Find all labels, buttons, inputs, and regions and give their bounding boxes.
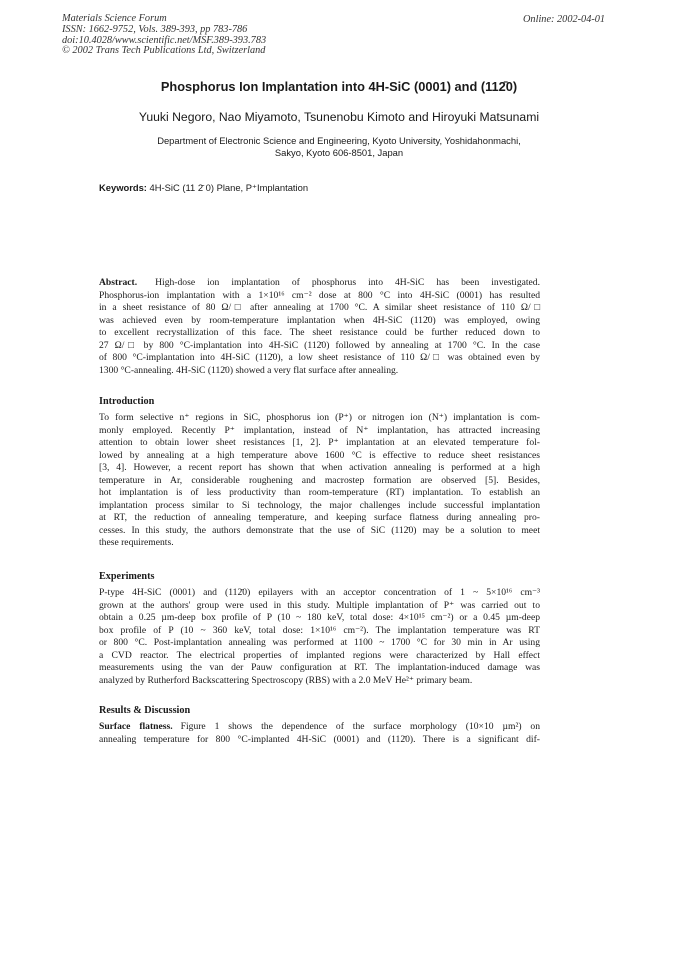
experiments-line: P-type 4H-SiC (0001) and (112̄0) epilayers with an acceptor concentration of 1 ~ 5×10¹⁶ cm⁻³: [99, 587, 540, 598]
abstract-line: 27 Ω/□ by 800 °C-implantation into 4H-SiC (112̄0) followed by annealing at 1700 °C. In the case: [99, 339, 540, 351]
intro-line: lowed by annealing at a high temperature above 1600 °C is effective to reduce sheet resistances: [99, 449, 540, 461]
intro-line: these requirements.: [99, 537, 174, 548]
intro-line: [3, 4]. However, a recent report has shown that when activation annealing is performed at a high: [99, 462, 540, 473]
experiments-line: obtain a 0.25 µm-deep box profile of P (10 ~ 180 keV, total dose: 4×10¹⁵ cm⁻²) or a 0.45 µm-deep: [99, 612, 540, 623]
abstract-line: Phosphorus-ion implantation with a 1×10¹⁶ cm⁻² dose at 800 °C into 4H-SiC (0001) has resulted: [99, 289, 540, 301]
keywords: [99, 182, 308, 194]
results-heading: Results & Discussion: [99, 705, 191, 716]
results-line: Surface flatness. Figure 1 shows the dependence of the surface morphology (10×10 µm²) on: [99, 721, 540, 732]
experiments-body: [99, 587, 540, 687]
abstract-line: in a sheet resistance of 80 Ω/□ after annealing at 1700 °C. A similar sheet resistance of 110 Ω/□: [99, 302, 540, 313]
intro-line: hot implantation is of less productivity than room-temperature (RT) implantation. To establish an: [99, 487, 540, 498]
journal-name: Materials Science Forum: [62, 13, 167, 24]
keywords-label: Keywords:: [99, 182, 147, 193]
abstract-line: was achieved even by room-temperature implantation when 4H-SiC (112̄0) was employed, owing: [99, 314, 540, 326]
keywords-text: 4H-SiC (11 2̄ 0) Plane, P⁺Implantation: [149, 182, 309, 193]
affiliation-line: Department of Electronic Science and Engineering, Kyoto University, Yoshidahonmachi,: [157, 135, 521, 146]
abstract-line: Abstract. High-dose ion implantation of phosphorus into 4H-SiC has been investigated.: [99, 277, 540, 288]
author-list: Yuuki Negoro, Nao Miyamoto, Tsunenobu Kimoto and Hiroyuki Matsunami: [138, 110, 540, 124]
paper-title: Phosphorus Ion Implantation into 4H-SiC (0001) and (112̄0): [160, 79, 518, 94]
abstract-line: to excellent recrystallization of this face. The sheet resistance could be further reduced down to: [99, 327, 540, 338]
intro-line: To form selective n⁺ regions in SiC, phosphorus ion (P⁺) or nitrogen ion (N⁺) implantation is com-: [99, 412, 540, 423]
copyright-line: © 2002 Trans Tech Publications Ltd, Switzerland: [62, 45, 266, 57]
introduction-body: [99, 412, 540, 550]
experiments-line: measurements using the van der Pauw configuration at RT. The implantation-induced damage was: [99, 662, 540, 673]
issn-line: ISSN: 1662-9752, Vols. 389-393, pp 783-786: [62, 23, 248, 35]
intro-line: implantation process similar to Si technology, the major challenges include successful implantation: [99, 499, 540, 511]
experiments-line: grown at the authors' group were used in this study. Multiple implantation of P⁺ was carried out to: [99, 599, 540, 611]
experiments-line: box profile of P (10 ~ 360 keV, total dose: 1×10¹⁶ cm⁻²). The implantation temperature was RT: [99, 624, 540, 636]
intro-line: at RT, the reduction of annealing temperature, and keeping surface flatness during annealing pro-: [99, 512, 540, 523]
abstract-line: of 800 °C-implantation into 4H-SiC (112̄0), a low sheet resistance of 110 Ω/□ was obtained even by: [99, 352, 540, 363]
experiments-line: or 800 °C. Post-implantation annealing was performed at 1100 ~ 1700 °C for 30 min in Ar using: [99, 637, 540, 648]
intro-line: temperature in Ar, considerable roughening and macrostep formation are observed [5]. Besides,: [99, 474, 540, 486]
results-body: [99, 721, 540, 746]
abstract-line: 1300 °C-annealing. 4H-SiC (112̄0) showed a very flat surface after annealing.: [99, 364, 399, 376]
experiments-line: a CVD reactor. The electrical properties of implanted regions were characterized by Hall effect: [99, 649, 540, 661]
intro-line: monly employed. Recently P⁺ implantation, instead of N⁺ implantation, has attracted increasing: [99, 424, 540, 436]
doi-line: doi:10.4028/www.scientific.net/MSF.389-393.783: [62, 34, 267, 46]
intro-line: attention to obtain lower sheet resistances [1, 2]. P⁺ implantation at an elevated temperature fol-: [99, 437, 540, 448]
intro-line: cesses. In this study, the authors demonstrate that the use of SiC (112̄0) may be a solution to meet: [99, 524, 540, 536]
results-line: annealing temperature for 800 °C-implanted 4H-SiC (0001) and (112̄0). There is a significant dif-: [99, 733, 540, 745]
experiments-line: analyzed by Rutherford Backscattering Spectroscopy (RBS) with a 2.0 MeV He²⁺ primary beam.: [99, 674, 473, 686]
online-date: Online: 2002-04-01: [523, 14, 606, 25]
surface-flatness-subheading: Surface flatness.: [99, 721, 173, 732]
abstract-label: Abstract.: [99, 277, 138, 288]
introduction-heading: Introduction: [99, 396, 155, 407]
abstract-body: [99, 277, 540, 377]
experiments-heading: Experiments: [99, 571, 155, 582]
publication-header: [62, 14, 266, 57]
affiliation: [100, 135, 578, 159]
affiliation-line: Sakyo, Kyoto 606-8501, Japan: [274, 147, 404, 159]
